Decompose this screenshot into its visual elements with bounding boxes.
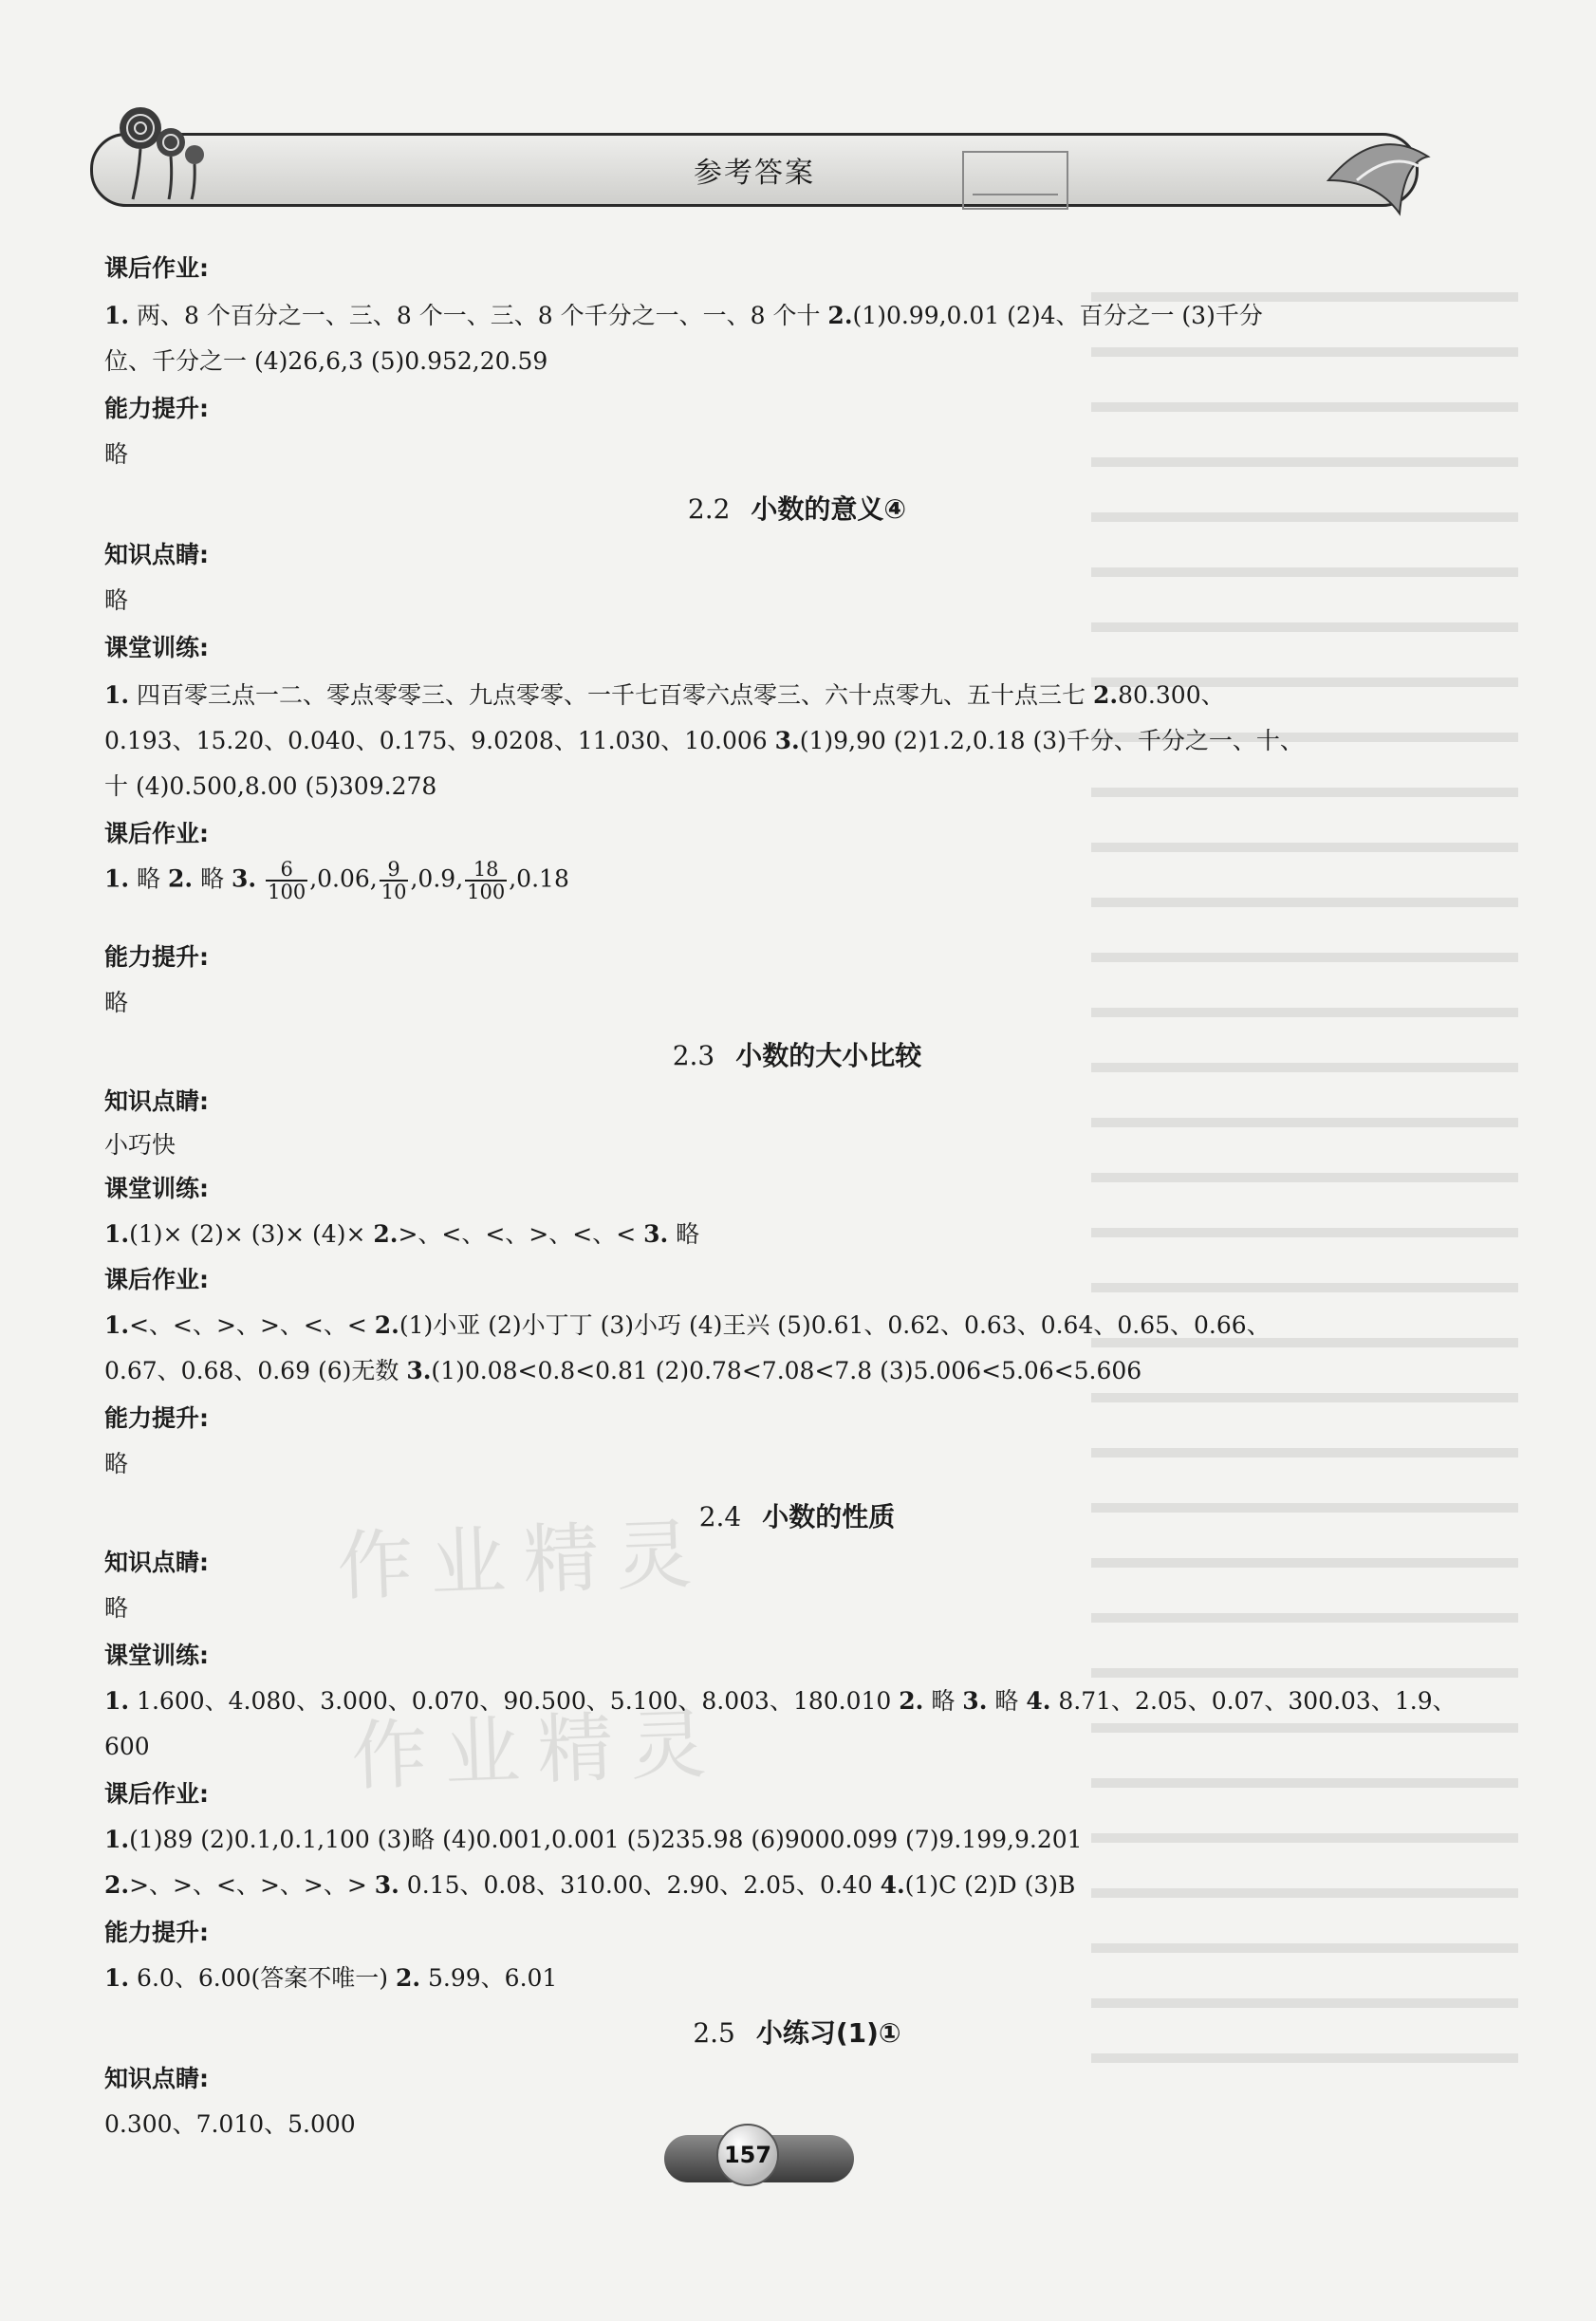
swoosh-decoration-icon: [1319, 123, 1442, 228]
section-label: 课堂训练:: [104, 1175, 209, 1202]
page-number: 157: [716, 2124, 779, 2186]
fraction: $\frac{18}{100}$: [467, 858, 506, 903]
section-label: 课后作业:: [104, 820, 209, 847]
answer-line: 1. 两、8 个百分之一、三、8 个一、三、8 个千分之一、一、8 个十 2.(1)0.99,0.01 (2)4、百分之一 (3)千分: [104, 302, 1263, 329]
fraction: $\frac{6}{100}$: [268, 858, 306, 903]
section-label: 能力提升:: [104, 1919, 209, 1946]
section-label: 课后作业:: [104, 254, 209, 282]
section-label: 知识点睛:: [104, 1087, 209, 1115]
answer-line: 略: [104, 989, 129, 1016]
section-label: 知识点睛:: [104, 2065, 209, 2092]
answer-line: 1. 四百零三点一二、零点零零三、九点零零、一千七百零六点零三、六十点零九、五十点三七 2.80.300、: [104, 681, 1225, 709]
answer-line: 0.67、0.68、0.69 (6)无数 3.(1)0.08<0.8<0.81 (2)0.78<7.08<7.8 (3)5.006<5.06<5.606: [104, 1357, 1142, 1384]
header-banner: [90, 133, 1419, 207]
answer-line: 1. 6.0、6.00(答案不唯一) 2. 5.99、6.01: [104, 1964, 558, 1992]
watermark: 作业精灵: [349, 1699, 725, 1801]
watermark: 作业精灵: [335, 1510, 711, 1611]
section-heading: 2.5 小练习(1)①: [693, 2017, 901, 2049]
answer-line: 位、千分之一 (4)26,6,3 (5)0.952,20.59: [104, 347, 548, 375]
answer-line: 1.(1)89 (2)0.1,0.1,100 (3)略 (4)0.001,0.001 (5)235.98 (6)9000.099 (7)9.199,9.201: [104, 1826, 1083, 1853]
section-label: 能力提升:: [104, 943, 209, 971]
answer-line: 1.(1)× (2)× (3)× (4)× 2.>、<、<、>、<、< 3. 略: [104, 1220, 700, 1248]
section-label: 知识点睛:: [104, 1549, 209, 1576]
section-label: 课后作业:: [104, 1780, 209, 1808]
section-heading: 2.4 小数的性质: [698, 1501, 896, 1532]
answer-line-fractions: 1. 略 2. 略 3. $\frac{6}{100}$ ,0.06, $\frac{9}{10}$ ,0.9, $\frac{18}{100}$ ,0.18: [104, 858, 569, 903]
answer-line: 2.>、>、<、>、>、> 3. 0.15、0.08、310.00、2.90、2.05、0.40 4.(1)C (2)D (3)B: [104, 1871, 1076, 1899]
answer-line: 略: [104, 1450, 129, 1477]
page-number-badge: [664, 2135, 854, 2182]
answer-line: 略: [104, 586, 129, 614]
answer-line: 略: [104, 1594, 129, 1622]
answer-line: 略: [104, 440, 129, 468]
answer-line: 0.300、7.010、5.000: [104, 2110, 356, 2138]
answer-line: 小巧快: [104, 1131, 176, 1159]
answer-line: 0.193、15.20、0.040、0.175、9.0208、11.030、10.006 3.(1)9,90 (2)1.2,0.18 (3)千分、千分之一、十、: [104, 727, 1304, 754]
section-label: 能力提升:: [104, 1404, 209, 1432]
section-label: 能力提升:: [104, 395, 209, 422]
fraction: $\frac{9}{10}$: [380, 858, 407, 903]
section-label: 课堂训练:: [104, 634, 209, 661]
section-label: 课后作业:: [104, 1266, 209, 1293]
page-title: 参考答案: [694, 157, 815, 190]
answer-line: 1. 1.600、4.080、3.000、0.070、90.500、5.100、8.003、180.010 2. 略 3. 略 4. 8.71、2.05、0.07、300.03、1.9、: [104, 1687, 1457, 1715]
section-label: 课堂训练:: [104, 1642, 209, 1669]
rose-decoration-icon: [104, 100, 218, 204]
answer-line: 1.<、<、>、>、<、< 2.(1)小亚 (2)小丁丁 (3)小巧 (4)王兴 (5)0.61、0.62、0.63、0.64、0.65、0.66、: [104, 1311, 1271, 1339]
section-heading: 2.2 小数的意义④: [687, 493, 907, 525]
answer-line: 600: [104, 1733, 150, 1760]
answer-line: 十 (4)0.500,8.00 (5)309.278: [104, 772, 437, 800]
section-label: 知识点睛:: [104, 541, 209, 568]
section-heading: 2.3 小数的大小比较: [672, 1040, 922, 1071]
stamp-logo-icon: [958, 147, 1072, 214]
